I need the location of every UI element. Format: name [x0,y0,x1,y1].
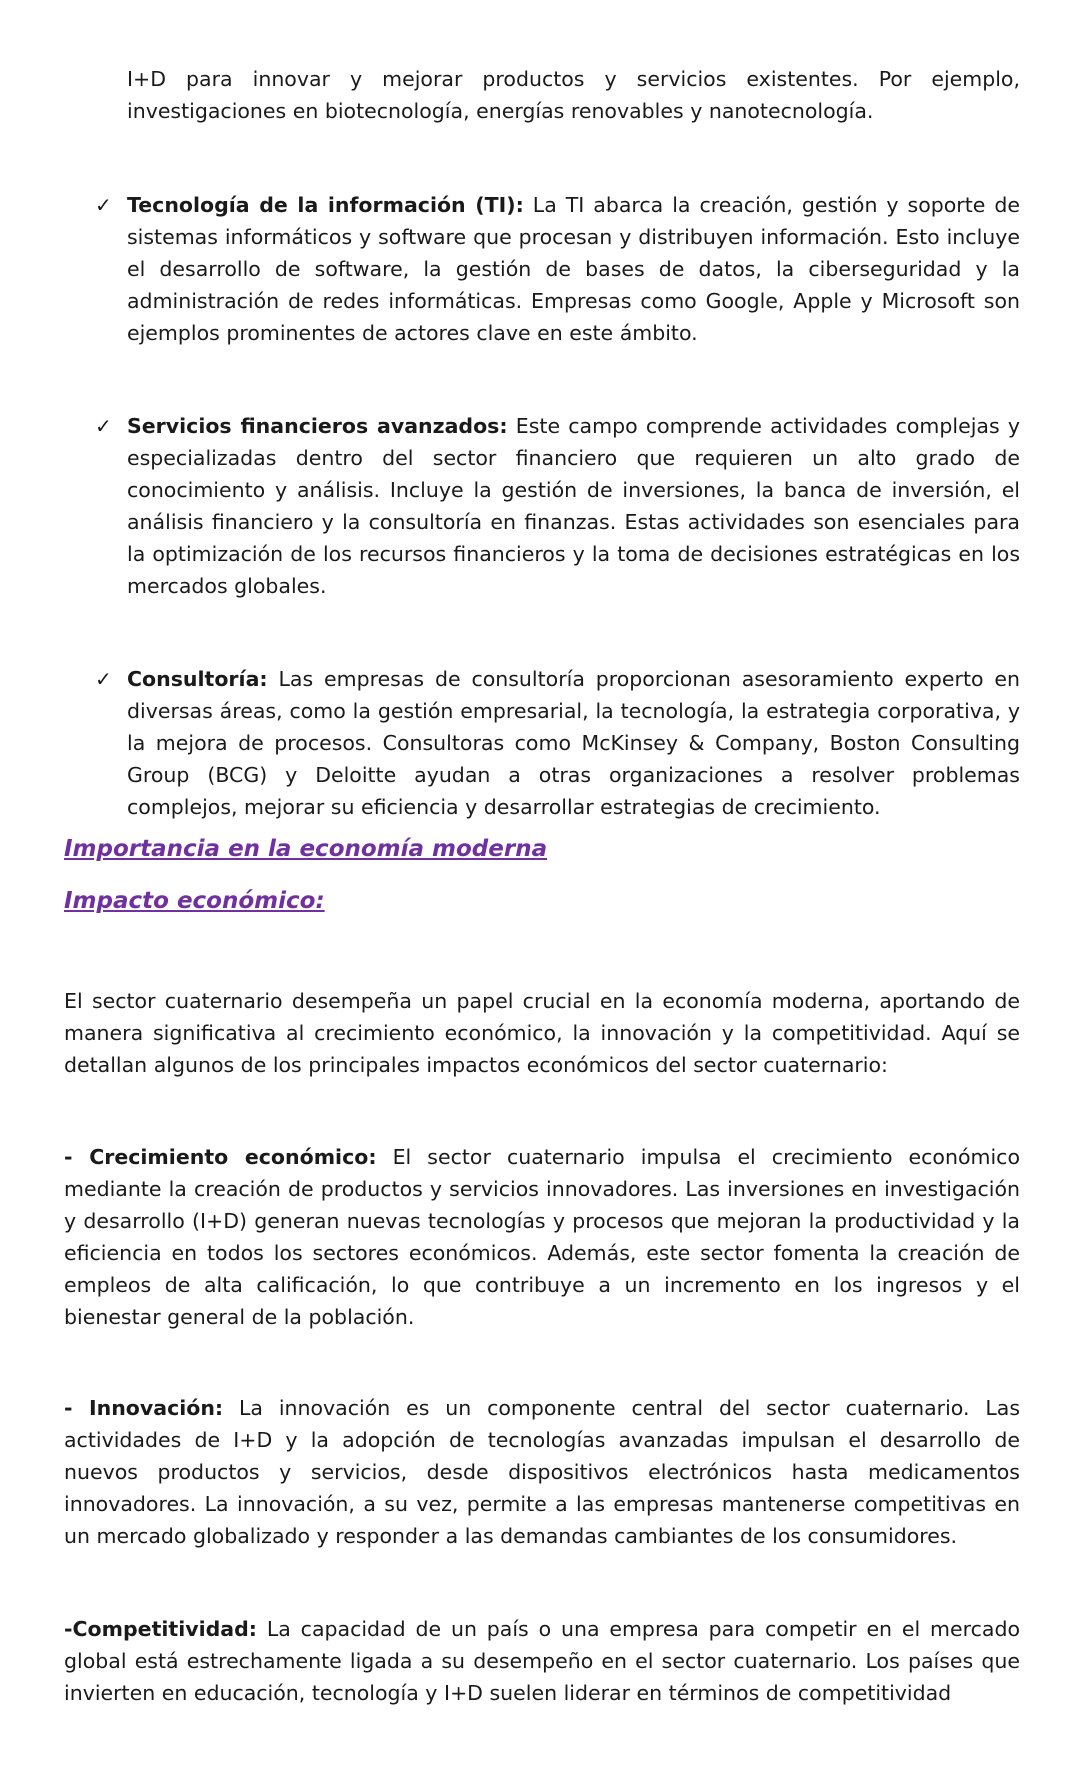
check-icon: ✓ [95,414,112,438]
check-icon: ✓ [95,667,112,691]
bullet-finance [127,410,1020,602]
impact-text: El sector cuaternario impulsa el crecimiento económico mediante la creación de productos y servicios innovadores. Las inversiones en investigación y desarrollo (I+D) generan nuevas tecnologías y procesos que mejoran la productividad y la eficiencia en todos los sectores económicos. Además, este sector fomenta la creación de empleos de alta calificación, lo que contribuye a un incremento en los ingresos y el bienestar general de la población. [64,1145,1020,1329]
heading-importance: Importancia en la economía moderna [64,836,548,862]
impact-innovation [64,1392,1020,1552]
impact-intro: El sector cuaternario desempeña un papel crucial en la economía moderna, aportando de manera significativa al crecimiento económico, la innovación y la competitividad. Aquí se detallan algunos de los principales impactos económicos del sector cuaternario: [64,989,1020,1077]
bullet-label: Tecnología de la información (TI): [127,193,524,217]
bullet-text: La TI abarca la creación, gestión y soporte de sistemas informáticos y software que procesan y distribuyen información. Esto incluye el desarrollo de software, la gestión de bases de datos, la ciberseguridad y la administración de redes informáticas. Empresas como Google, Apple y Microsoft son ejemplos prominentes de actores clave en este ámbito. [127,193,1020,345]
bullet-it [127,189,1020,349]
impact-growth [64,1141,1020,1333]
impact-competitiveness [64,1613,1020,1709]
impact-label: - Innovación: [64,1396,224,1420]
bullet-label: Servicios financieros avanzados: [127,414,508,438]
intro-continuation: I+D para innovar y mejorar productos y servicios existentes. Por ejemplo, investigaciones en biotecnología, energías renovables y nanotecnología. [127,67,1020,123]
impact-label: - Crecimiento económico: [64,1145,377,1169]
heading-impact: Impacto económico: [64,888,325,914]
bullet-consulting [127,663,1020,823]
bullet-text: Este campo comprende actividades complejas y especializadas dentro del sector financiero que requieren un alto grado de conocimiento y análisis. Incluye la gestión de inversiones, la banca de inversión, el análisis financiero y la consultoría en finanzas. Estas actividades son esenciales para la optimización de los recursos financieros y la toma de decisiones estratégicas en los mercados globales. [127,414,1020,598]
impact-text: La capacidad de un país o una empresa para competir en el mercado global está estrechamente ligada a su desempeño en el sector cuaternario. Los países que invierten en educación, tecnología y I+D suelen liderar en términos de competitividad [64,1617,1020,1705]
bullet-label: Consultoría: [127,667,268,691]
impact-text: La innovación es un componente central del sector cuaternario. Las actividades de I+D y la adopción de tecnologías avanzadas impulsan el desarrollo de nuevos productos y servicios, desde dispositivos electrónicos hasta medicamentos innovadores. La innovación, a su vez, permite a las empresas mantenerse competitivas en un mercado globalizado y responder a las demandas cambiantes de los consumidores. [64,1396,1020,1548]
impact-label: -Competitividad: [64,1617,257,1641]
bullet-text: Las empresas de consultoría proporcionan asesoramiento experto en diversas áreas, como la gestión empresarial, la tecnología, la estrategia corporativa, y la mejora de procesos. Consultoras como McKinsey & Company, Boston Consulting Group (BCG) y Deloitte ayudan a otras organizaciones a resolver problemas complejos, mejorar su eficiencia y desarrollar estrategias de crecimiento. [127,667,1020,819]
check-icon: ✓ [95,193,112,217]
